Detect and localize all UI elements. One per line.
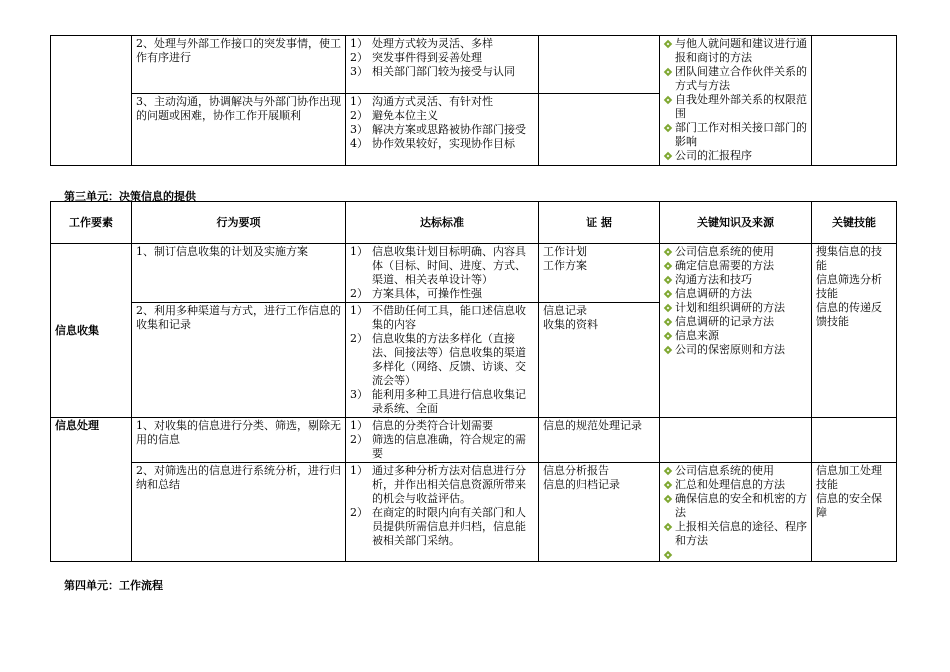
skill-item: 信息筛选分析技能 — [816, 273, 882, 300]
standard-item: 2） 筛选的信息准确，符合规定的需要 — [350, 433, 526, 460]
standard-item: 3） 相关部门部门较为接受与认同 — [350, 65, 515, 78]
standard-item: 2） 突发事件得到妥善处理 — [350, 51, 482, 64]
diamond-bullet-icon — [664, 346, 672, 354]
skill-cell-empty — [812, 36, 897, 166]
header-cell: 关键技能 — [812, 202, 897, 244]
diamond-bullet-icon — [664, 40, 672, 48]
skill-cell — [812, 463, 897, 562]
standard-cell — [346, 418, 539, 463]
knowledge-item: 公司信息系统的使用 — [664, 464, 807, 478]
behavior-cell: 1、制订信息收集的计划及实施方案 — [132, 244, 346, 303]
evidence-item: 信息的归档记录 — [543, 478, 620, 491]
skill-item: 信息的安全保障 — [816, 492, 882, 519]
evidence-item: 信息分析报告 — [543, 464, 609, 477]
diamond-bullet-icon — [664, 332, 672, 340]
evidence-cell-empty — [539, 94, 660, 166]
knowledge-item: 汇总和处理信息的方法 — [664, 478, 807, 492]
standard-item: 3） 解决方案或思路被协作部门接受 — [350, 123, 526, 136]
knowledge-item: 确保信息的安全和机密的方法 — [664, 492, 807, 520]
standard-item: 2） 避免本位主义 — [350, 109, 438, 122]
knowledge-cell — [660, 244, 812, 418]
diamond-bullet-icon — [664, 481, 672, 489]
standard-item: 1） 通过多种分析方法对信息进行分析，并作出相关信息资源所带来的机会与收益评估。 — [350, 464, 526, 505]
knowledge-item — [664, 548, 807, 560]
section-title-unit3: 第三单元：决策信息的提供 — [64, 190, 196, 203]
standard-cell — [346, 94, 539, 166]
diamond-bullet-icon — [664, 152, 672, 160]
knowledge-item: 团队间建立合作伙伴关系的方式与方法 — [664, 65, 807, 93]
standard-item: 1） 不借助任何工具，能口述信息收集的内容 — [350, 304, 526, 331]
evidence-item: 工作计划 — [543, 245, 587, 258]
knowledge-item: 信息来源 — [664, 329, 807, 343]
diamond-bullet-icon — [664, 248, 672, 256]
knowledge-item: 部门工作对相关接口部门的影响 — [664, 121, 807, 149]
evidence-item: 信息的规范处理记录 — [543, 419, 642, 432]
standard-cell — [346, 303, 539, 418]
knowledge-item: 与他人就问题和建议进行通报和商讨的方法 — [664, 37, 807, 65]
standard-item: 2） 信息收集的方法多样化（直接法、间接法等）信息收集的渠道多样化（网络、反馈、访谈、交流会等） — [350, 332, 526, 387]
knowledge-list — [664, 37, 807, 163]
evidence-item: 信息记录 — [543, 304, 587, 317]
knowledge-item: 上报相关信息的途径、程序和方法 — [664, 520, 807, 548]
skill-item: 信息加工处理技能 — [816, 464, 882, 491]
knowledge-item: 公司的汇报程序 — [664, 149, 807, 163]
element-label: 信息收集 — [55, 323, 99, 337]
evidence-cell — [539, 303, 660, 418]
table-row — [51, 463, 897, 562]
standard-item: 1） 信息收集计划目标明确、内容具体（目标、时间、进度、方式、渠道、相关表单设计等） — [350, 245, 526, 286]
diamond-bullet-icon — [664, 523, 672, 531]
knowledge-item: 沟通方法和技巧 — [664, 273, 807, 287]
header-row — [51, 202, 897, 244]
standard-cell — [346, 36, 539, 94]
element-cell-empty — [51, 36, 132, 166]
diamond-bullet-icon — [664, 304, 672, 312]
standard-item: 2） 方案具体，可操作性强 — [350, 287, 482, 300]
header-cell: 工作要素 — [51, 202, 132, 244]
diamond-bullet-icon — [664, 96, 672, 104]
skill-item: 信息的传递反馈技能 — [816, 301, 882, 328]
skill-cell-empty — [812, 418, 897, 463]
knowledge-item: 计划和组织调研的方法 — [664, 301, 807, 315]
standard-list — [350, 419, 534, 461]
diamond-bullet-icon — [664, 276, 672, 284]
knowledge-item: 公司信息系统的使用 — [664, 245, 807, 259]
diamond-bullet-icon — [664, 290, 672, 298]
section-title-unit4: 第四单元：工作流程 — [64, 579, 163, 592]
element-cell — [51, 418, 132, 562]
knowledge-item: 确定信息需要的方法 — [664, 259, 807, 273]
standard-list — [350, 95, 534, 151]
standard-item: 4） 协作效果较好，实现协作目标 — [350, 137, 515, 150]
diamond-bullet-icon — [664, 124, 672, 132]
diamond-bullet-icon — [664, 262, 672, 270]
knowledge-item: 信息调研的方法 — [664, 287, 807, 301]
diamond-bullet-icon — [664, 495, 672, 503]
standard-cell — [346, 244, 539, 303]
skill-item: 搜集信息的技能 — [816, 245, 882, 272]
header-cell: 证 据 — [539, 202, 660, 244]
behavior-cell: 2、利用多种渠道与方式，进行工作信息的收集和记录 — [132, 303, 346, 418]
knowledge-cell — [660, 36, 812, 166]
knowledge-cell-empty — [660, 418, 812, 463]
diamond-bullet-icon — [664, 68, 672, 76]
behavior-cell: 1、对收集的信息进行分类、筛选，剔除无用的信息 — [132, 418, 346, 463]
standard-item: 1） 处理方式较为灵活、多样 — [350, 37, 493, 50]
standard-list — [350, 464, 534, 548]
evidence-cell — [539, 463, 660, 562]
skill-cell — [812, 244, 897, 418]
knowledge-list — [664, 464, 807, 560]
evidence-cell — [539, 418, 660, 463]
knowledge-cell — [660, 463, 812, 562]
header-cell: 行为要项 — [132, 202, 346, 244]
table-row — [51, 244, 897, 303]
knowledge-item: 公司的保密原则和方法 — [664, 343, 807, 357]
table-row — [51, 36, 897, 94]
behavior-cell: 2、处理与外部工作接口的突发事情，使工作有序进行 — [132, 36, 346, 94]
standard-list — [350, 245, 534, 301]
diamond-bullet-icon — [664, 318, 672, 326]
evidence-cell-empty — [539, 36, 660, 94]
diamond-bullet-icon — [664, 551, 672, 559]
header-cell: 关键知识及来源 — [660, 202, 812, 244]
element-cell — [51, 244, 132, 418]
behavior-cell: 3、主动沟通，协调解决与外部门协作出现的问题或困难，协作工作开展顺利 — [132, 94, 346, 166]
knowledge-item: 自我处理外部关系的权限范围 — [664, 93, 807, 121]
standard-item: 1） 信息的分类符合计划需要 — [350, 419, 493, 432]
knowledge-list — [664, 245, 807, 357]
standard-list — [350, 304, 534, 416]
diamond-bullet-icon — [664, 467, 672, 475]
standard-cell — [346, 463, 539, 562]
standard-list — [350, 37, 534, 79]
header-cell: 达标标准 — [346, 202, 539, 244]
evidence-item: 收集的资料 — [543, 318, 598, 331]
element-label: 信息处理 — [55, 419, 99, 432]
standard-item: 1） 沟通方式灵活、有针对性 — [350, 95, 493, 108]
evidence-cell — [539, 244, 660, 303]
standard-item: 3） 能利用多种工具进行信息收集记录系统、全面 — [350, 388, 526, 415]
standard-item: 2） 在商定的时限内向有关部门和人员提供所需信息并归档，信息能被相关部门采纳。 — [350, 506, 526, 547]
behavior-cell: 2、对筛选出的信息进行系统分析，进行归纳和总结 — [132, 463, 346, 562]
evidence-item: 工作方案 — [543, 259, 587, 272]
unit3-table — [50, 201, 897, 562]
unit2-continuation-table — [50, 35, 897, 166]
table-row — [51, 418, 897, 463]
knowledge-item: 信息调研的记录方法 — [664, 315, 807, 329]
